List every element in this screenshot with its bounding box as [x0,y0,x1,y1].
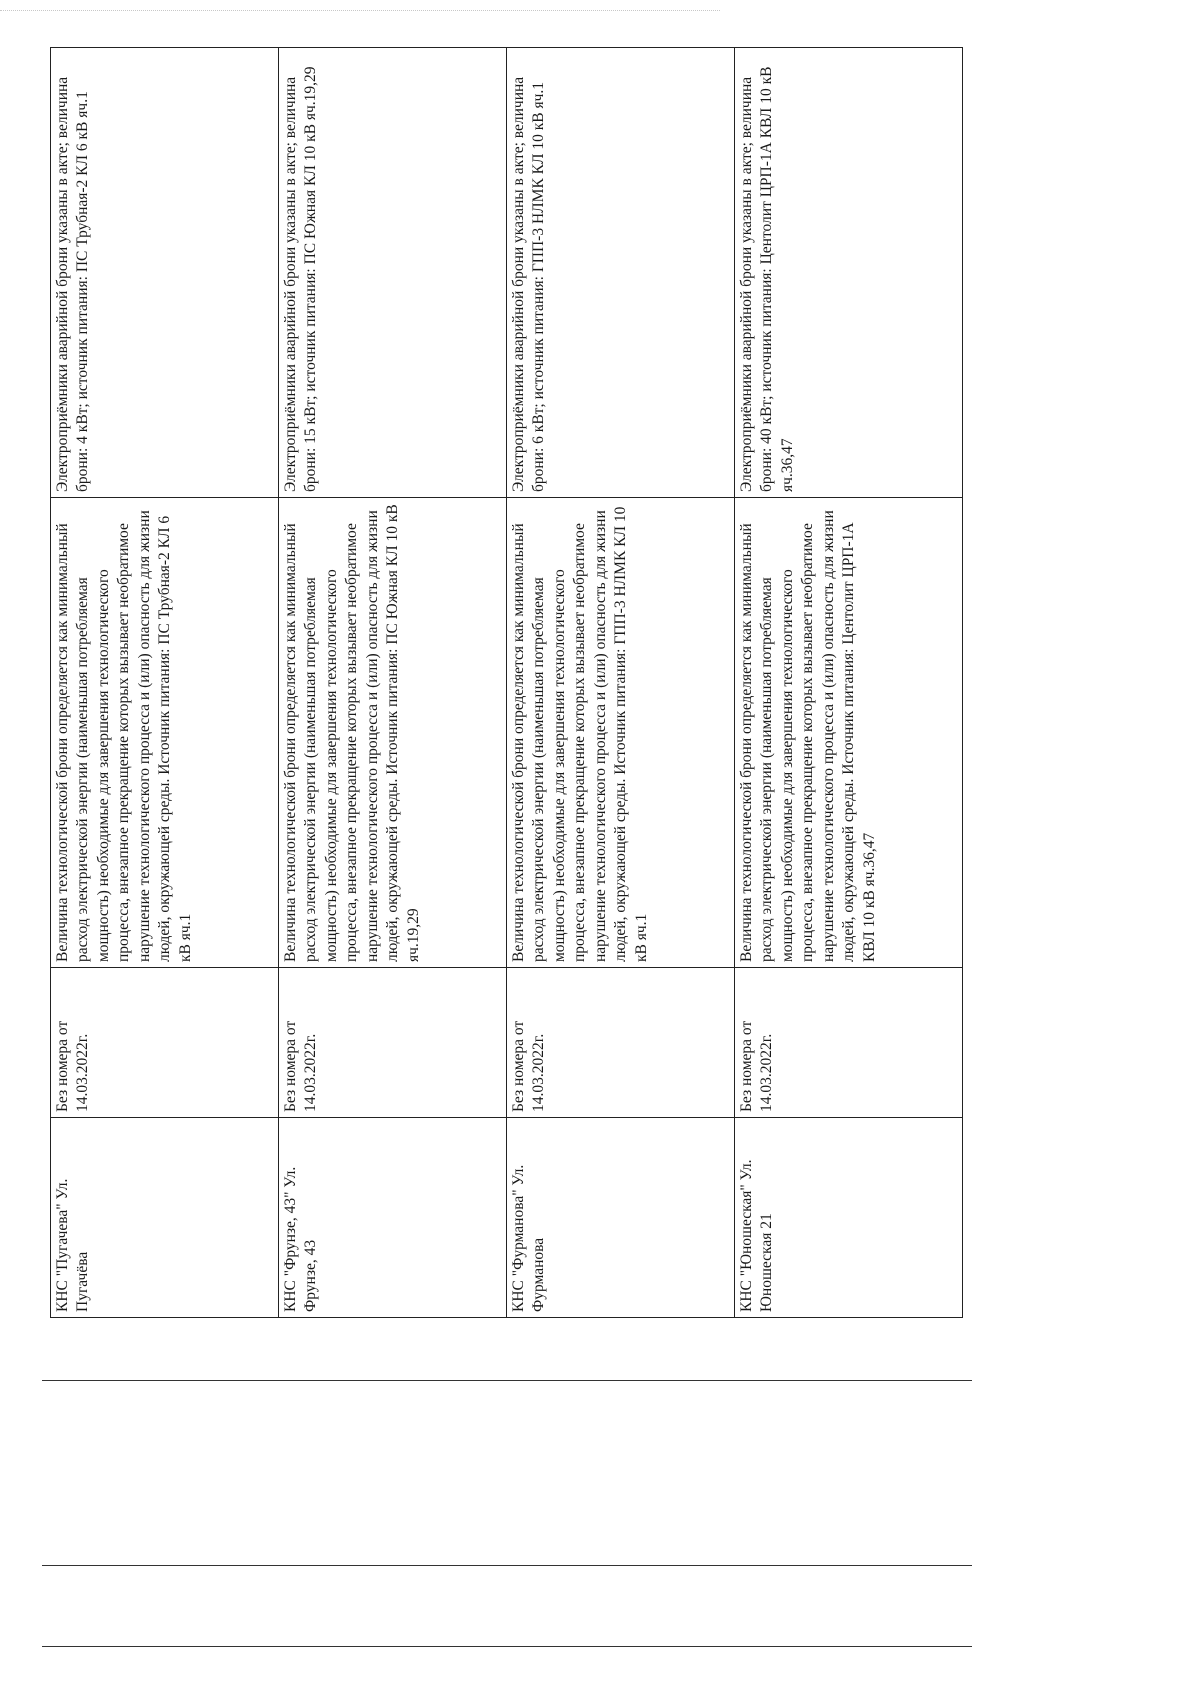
object-name: КНС "Пугачева" Ул. Пугачёва [54,1178,92,1312]
object-cell [507,1118,735,1318]
act-cell [279,968,507,1118]
emergency-reserve-text: Электроприёмники аварийной брони указаны в акте; величина брони: 4 кВт; источник питания: ПС Трубная-2 КЛ 6 кВ яч.1 [54,76,92,492]
emergency-reserve-text: Электроприёмники аварийной брони указаны в акте; величина брони: 40 кВт; источник питания: Центолит ЦРП-1А КВЛ 10 кВ яч.36,47 [738,66,796,492]
object-name: КНС "Фрунзе, 43" Ул. Фрунзе, 43 [282,1166,320,1312]
signature-line [42,1565,972,1566]
object-cell [51,1118,279,1318]
emergency-reserve-cell [51,48,279,498]
tech-reserve-text: Величина технологической брони определяется как минимальный расход электрической энергии (наименьшая потребляемая мощность) необходимые для завершения технологического процесса, внезапное прекращение которых вызывает необратимое нарушение технологического процесса и (или) опасность для жизни людей, окружающей среды. Источник питания: Центолит ЦРП-1А КВЛ 10 кВ яч.36,47 [738,510,878,962]
tech-reserve-text: Величина технологической брони определяется как минимальный расход электрической энергии (наименьшая потребляемая мощность) необходимые для завершения технологического процесса, внезапное прекращение которых вызывает необратимое нарушение технологического процесса и (или) опасность для жизни людей, окружающей среды. Источник питания: ГПП-3 НЛМК КЛ 10 кВ яч.1 [510,506,650,962]
table-row [279,48,507,1318]
tech-reserve-text: Величина технологической брони определяется как минимальный расход электрической энергии (наименьшая потребляемая мощность) необходимые для завершения технологического процесса, внезапное прекращение которых вызывает необратимое нарушение технологического процесса и (или) опасность для жизни людей, окружающей среды. Источник питания: ПС Трубная-2 КЛ 6 кВ яч.1 [54,510,194,962]
act-cell [51,968,279,1118]
reserve-table [50,47,963,1318]
table-row [735,48,963,1318]
emergency-reserve-cell [279,48,507,498]
table-row [51,48,279,1318]
tech-reserve-cell [507,498,735,968]
object-cell [735,1118,963,1318]
object-name: КНС "Юношеская" Ул. Юношеская 21 [738,1159,776,1312]
act-reference: Без номера от 14.03.2022г. [738,1020,776,1112]
emergency-reserve-text: Электроприёмники аварийной брони указаны в акте; величина брони: 6 кВт; источник питания: ГПП-3 НЛМК КЛ 10 кВ яч.1 [510,76,548,492]
rotated-page [50,48,970,1318]
act-reference: Без номера от 14.03.2022г. [510,1020,548,1112]
tech-reserve-text: Величина технологической брони определяется как минимальный расход электрической энергии (наименьшая потребляемая мощность) необходимые для завершения технологического процесса, внезапное прекращение которых вызывает необратимое нарушение технологического процесса и (или) опасность для жизни людей, окружающей среды. Источник питания: ПС Южная КЛ 10 кВ яч.19,29 [282,504,422,962]
act-reference: Без номера от 14.03.2022г. [282,1020,320,1112]
table-row [507,48,735,1318]
object-cell [279,1118,507,1318]
act-reference: Без номера от 14.03.2022г. [54,1020,92,1112]
tech-reserve-cell [735,498,963,968]
tech-reserve-cell [279,498,507,968]
emergency-reserve-cell [507,48,735,498]
act-cell [507,968,735,1118]
scan-edge [0,10,720,11]
emergency-reserve-text: Электроприёмники аварийной брони указаны в акте; величина брони: 15 кВт; источник питания: ПС Южная КЛ 10 кВ яч.19,29 [282,66,320,492]
emergency-reserve-cell [735,48,963,498]
act-cell [735,968,963,1118]
object-name: КНС "Фурманова" Ул. Фурманова [510,1164,548,1312]
tech-reserve-cell [51,498,279,968]
signature-line [42,1646,972,1647]
signature-line [42,1380,972,1381]
